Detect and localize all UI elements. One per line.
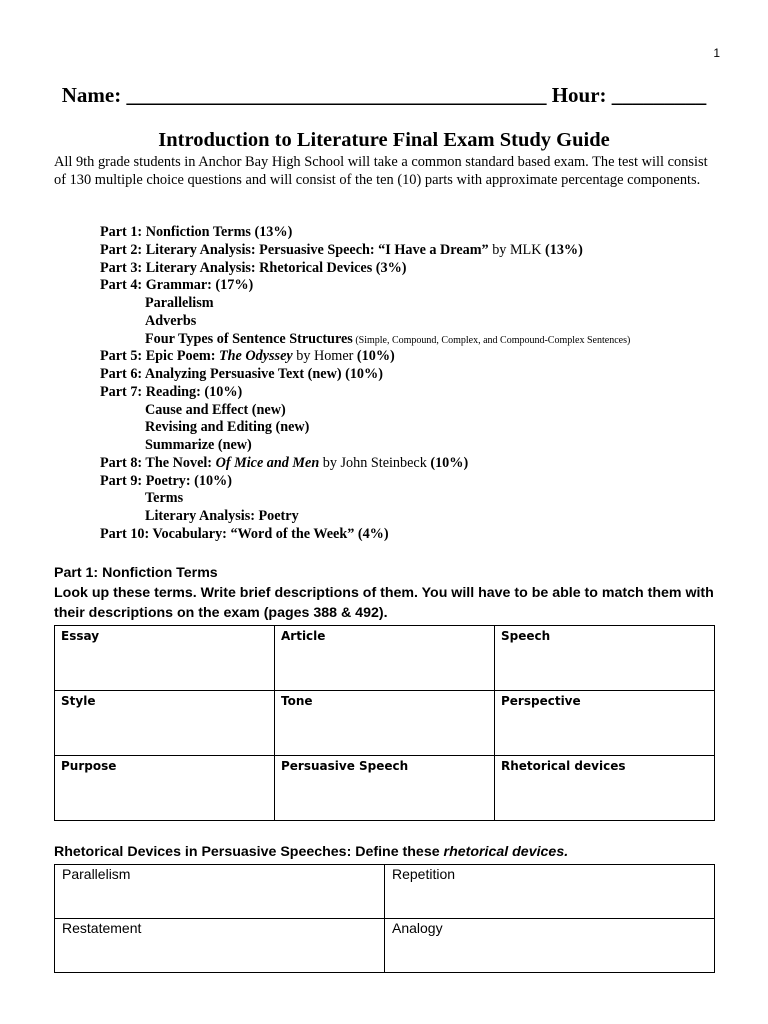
term-cell[interactable]: Purpose	[55, 756, 275, 821]
part-2: Part 2: Literary Analysis: Persuasive Speech: “I Have a Dream” by MLK (13%)	[100, 241, 583, 258]
part-7: Part 7: Reading: (10%)	[100, 383, 243, 400]
part-7-revising-editing: Revising and Editing (new)	[145, 419, 310, 436]
part-4-adverbs: Adverbs	[145, 312, 197, 329]
part-7-cause-effect: Cause and Effect (new)	[145, 401, 286, 418]
table-row	[55, 691, 715, 756]
part-6: Part 6: Analyzing Persuasive Text (new) (10%)	[100, 366, 383, 382]
part-9: Part 9: Poetry: (10%)	[100, 472, 232, 489]
device-cell[interactable]: Repetition	[385, 865, 715, 919]
device-cell[interactable]: Analogy	[385, 919, 715, 973]
exam-parts-list	[100, 224, 720, 544]
term-cell[interactable]: Perspective	[495, 691, 715, 756]
term-cell[interactable]: Article	[275, 626, 495, 691]
part-8: Part 8: The Novel: Of Mice and Men by John Steinbeck (10%)	[100, 454, 469, 471]
term-cell[interactable]: Style	[55, 691, 275, 756]
table-row	[55, 919, 715, 973]
rhetorical-devices-table	[54, 864, 715, 973]
page-number: 1	[713, 46, 720, 60]
part-4-parallelism: Parallelism	[145, 295, 214, 311]
table-row	[55, 756, 715, 821]
name-hour-line: Name: ________________________________________ Hour: _________	[61, 83, 707, 107]
document-title: Introduction to Literature Final Exam Study Guide	[158, 129, 610, 151]
part-3: Part 3: Literary Analysis: Rhetorical Devices (3%)	[100, 259, 407, 276]
nonfiction-terms-section	[54, 563, 734, 623]
part-1: Part 1: Nonfiction Terms (13%)	[100, 224, 293, 240]
term-cell[interactable]: Tone	[275, 691, 495, 756]
table-row	[55, 865, 715, 919]
term-cell[interactable]: Persuasive Speech	[275, 756, 495, 821]
term-cell[interactable]: Essay	[55, 626, 275, 691]
part-5: Part 5: Epic Poem: The Odyssey by Homer (10%)	[100, 348, 395, 365]
intro-paragraph: All 9th grade students in Anchor Bay High School will take a common standard based exam. The test will consist of 130 multiple choice questions and will consist of the ten (10) parts with approximate percentage components.	[54, 154, 708, 188]
part-7-summarize: Summarize (new)	[145, 437, 252, 453]
part-10: Part 10: Vocabulary: “Word of the Week” (4%)	[100, 525, 389, 542]
term-cell[interactable]: Speech	[495, 626, 715, 691]
term-cell[interactable]: Rhetorical devices	[495, 756, 715, 821]
rhetorical-devices-heading: Rhetorical Devices in Persuasive Speeches: Define these rhetorical devices.	[54, 844, 569, 860]
part-9-literary-analysis: Literary Analysis: Poetry	[145, 508, 299, 524]
device-cell[interactable]: Restatement	[55, 919, 385, 973]
device-cell[interactable]: Parallelism	[55, 865, 385, 919]
part-4: Part 4: Grammar: (17%)	[100, 277, 254, 294]
nonfiction-terms-table	[54, 625, 715, 821]
part-4-sentence-structures: Four Types of Sentence Structures (Simple, Compound, Complex, and Compound-Complex Sentences)	[145, 330, 631, 347]
section-heading: Part 1: Nonfiction Terms	[54, 565, 218, 581]
part-9-terms: Terms	[145, 490, 184, 507]
section-instructions: Look up these terms. Write brief descriptions of them. You will have to be able to match them with their descriptions on the exam (pages 388 & 492).	[54, 585, 714, 621]
table-row	[55, 626, 715, 691]
